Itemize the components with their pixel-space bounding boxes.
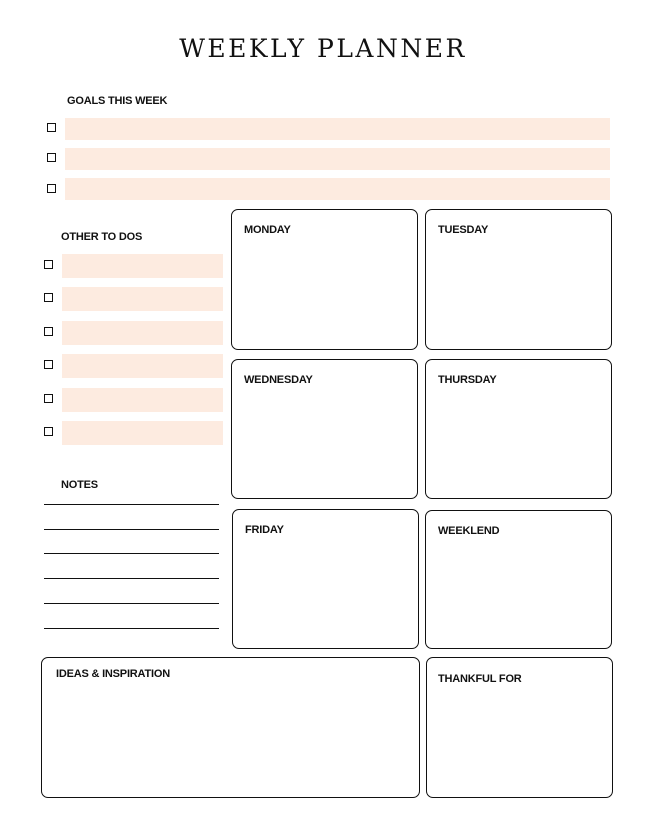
goal-field-3[interactable] [65,178,610,200]
goal-field-1[interactable] [65,118,610,140]
notes-line-2[interactable] [44,529,219,530]
notes-line-5[interactable] [44,603,219,604]
goal-field-2[interactable] [65,148,610,170]
weekend-label: WEEKLEND [438,525,500,537]
thankful-label: THANKFUL FOR [438,673,522,685]
todo-field-4[interactable] [62,354,223,378]
todo-checkbox-2[interactable] [44,293,53,302]
todo-field-2[interactable] [62,287,223,311]
todo-checkbox-3[interactable] [44,327,53,336]
notes-heading: NOTES [61,479,98,491]
todos-heading: OTHER TO DOS [61,231,143,243]
todo-checkbox-4[interactable] [44,360,53,369]
todo-checkbox-5[interactable] [44,394,53,403]
weekend-box[interactable] [425,510,612,649]
monday-box[interactable] [231,209,418,350]
todo-field-3[interactable] [62,321,223,345]
notes-line-4[interactable] [44,578,219,579]
tuesday-box[interactable] [425,209,612,350]
goal-checkbox-3[interactable] [47,184,56,193]
thursday-box[interactable] [425,359,612,499]
friday-box[interactable] [232,509,419,649]
todo-field-1[interactable] [62,254,223,278]
todo-field-6[interactable] [62,421,223,445]
monday-label: MONDAY [244,224,291,236]
page-title: WEEKLY PLANNER [179,34,467,63]
thankful-box[interactable] [426,657,613,798]
notes-line-1[interactable] [44,504,219,505]
todo-checkbox-1[interactable] [44,260,53,269]
wednesday-box[interactable] [231,359,418,499]
goal-checkbox-2[interactable] [47,153,56,162]
ideas-label: IDEAS & INSPIRATION [56,668,170,680]
ideas-box[interactable] [41,657,420,798]
thursday-label: THURSDAY [438,374,497,386]
tuesday-label: TUESDAY [438,224,489,236]
friday-label: FRIDAY [245,524,284,536]
goal-checkbox-1[interactable] [47,123,56,132]
wednesday-label: WEDNESDAY [244,374,313,386]
todo-field-5[interactable] [62,388,223,412]
notes-line-6[interactable] [44,628,219,629]
notes-line-3[interactable] [44,553,219,554]
todo-checkbox-6[interactable] [44,427,53,436]
goals-heading: GOALS THIS WEEK [67,95,168,107]
